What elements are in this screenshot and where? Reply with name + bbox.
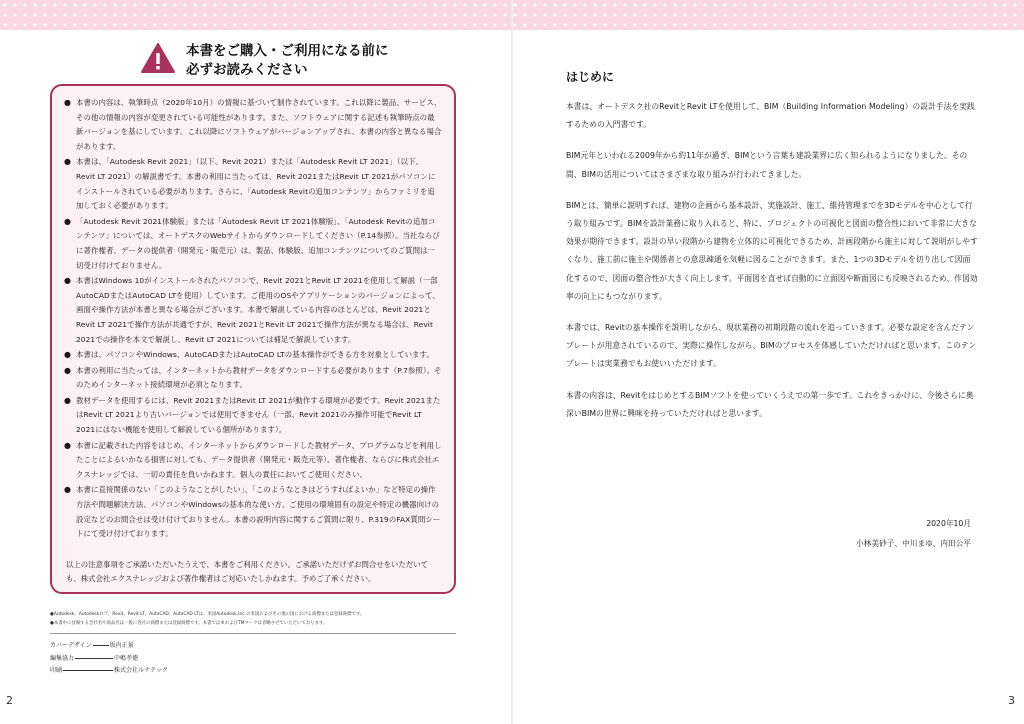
- credit-value: 坂内正景: [109, 642, 134, 649]
- credit-leader: [93, 640, 109, 646]
- page-fold: [511, 0, 513, 724]
- page-number-left: 2: [6, 694, 13, 707]
- closing-note: 以上の注意事項をご承諾いただいたうえで、本書をご利用ください。ご承諾いただけずお問合せをいただいても、株式会社エクスナレッジおよび著作権者はご対応いたしかねます。予めご了承ください。: [66, 559, 428, 584]
- warning-header: [140, 42, 389, 80]
- intro-paragraph: 本書では、Revitの基本操作を説明しながら、現状業務の初期段階の流れを追っていきます。必要な設定を含んだテンプレートが用意されているので、実際に操作しながら、BIMのプロセスを体感していただければと思います。このテンプレートは実業務でもお使いいただけます。: [566, 323, 977, 369]
- warning-title: [186, 42, 389, 80]
- divider: [50, 633, 456, 634]
- credit-label: 印刷: [50, 667, 63, 674]
- intro-paragraph: 本書は、オートデスク社のRevitとRevit LTを使用して、BIM（Building Information Modeling）の設計手法を実践するための入門書です。: [566, 102, 975, 130]
- notice-item: ● 本書はWindows 10がインストールされたパソコンで、Revit 2021とRevit LT 2021を使用して解説（一部AutoCADまたはAutoCAD LTを使用）しています。ご使用のOSやアプリケーションのバージョンによって、画面や操作方法が本書と異なる場合がございます。本書で解説している内容のほとんどは、Revit 2021とRevit LT 2021で操作方法が共通ですが、Revit 2021とRevit LT 2021で操作方法が異なる場合は、Revit 2021での操作を本文で解説し、Revit LT 2021については補足で解説しています。: [64, 274, 442, 347]
- intro-paragraph: BIM元年といわれる2009年から約11年が過ぎ、BIMという言葉も建設業界に広く知られるようになりました。その間、BIMの活用についてはさまざまな取り組みが行われてきました。: [566, 151, 968, 179]
- credit-row: [50, 665, 168, 678]
- notice-item: ● 本書に記載された内容をはじめ、インターネットからダウンロードした教材データ、プログラムなどを利用したことによるいかなる損害に対しても、データ提供者（開発元・販売元等）、著作権者、ならびに株式会社エクスナレッジでは、一切の責任を負いかねます。個人の責任においてご使用ください。: [64, 439, 442, 483]
- notice-item: ● 「Autodesk Revit 2021体験版」または「Autodesk Revit LT 2021体験版」、「Autodesk Revitの追加コンテンツ」については、オートデスクのWebサイトからダウンロードしてください（P.14参照）。当社ならびに著作権者、データの提供者（開発元・販売元）は、製品、体験版、追加コンテンツについてのご質問は一切受け付けておりません。: [64, 215, 442, 273]
- credit-leader: [75, 653, 113, 659]
- warning-title-line2: 必ずお読みください: [186, 62, 308, 78]
- intro-paragraph: BIMとは、簡単に説明すれば、建物の企画から基本設計、実施設計、施工、維持管理までを3Dモデルを中心として行う取り組みです。BIMを設計業務に取り入れると、特に、プロジェクトの可視化と図面の整合性において非常に大きな効果が期待できます。設計の早い段階から建物を立体的に可視化できるため、計画段階から施主に対して説明がしやすくなり、施工前に施主や関係者との意思疎通を気軽に図ることができます。また、1つの3Dモデルを切り出して図面化するので、図面の整合性が大きく向上します。平面図を直せば自動的に立面図や断面図にも反映されるため、作図効率の向上にもつながります。: [566, 200, 978, 301]
- credit-row: [50, 640, 168, 653]
- trademark-footnote: ●Autodesk、Autodeskロゴ、Revit、Revit LT、AutoCAD、AutoCAD LTは、米国Autodesk,Inc.の米国およびその他の国における商標または登録商標です。: [50, 612, 365, 617]
- notice-item: ● 教材データを使用するには、Revit 2021またはRevit LT 2021が動作する環境が必要です。Revit 2021またはRevit LT 2021より古いバージョンでは使用できません（一部、Revit 2021のみ操作可能でRevit LT 2021にはない機能を使用して解説している個所があります）。: [64, 394, 442, 438]
- credit-value: 中嶋孝徳: [114, 654, 139, 662]
- notice-list: [64, 96, 442, 542]
- notice-box: [50, 84, 456, 594]
- credit-label: 編集協力: [50, 654, 75, 662]
- credit-leader: [63, 665, 113, 671]
- notice-item: ● 本書の利用に当たっては、インターネットから教材データをダウンロードする必要があります（P.7参照）。そのためインターネット接続環境が必須となります。: [64, 364, 442, 393]
- notice-item: ● 本書に直接関係のない「このようなことがしたい」、「このようなときはどうすればよいか」など特定の操作方法や問題解決方法、パソコンやWindowsの基本的な使い方、ご使用の環境固有の設定や特定の機器向けの設定などのお問合せは受け付けておりません。本書の説明内容に関するご質問に限り、P.319のFAX質問シートにて受け付けております。: [64, 483, 442, 541]
- credit-label: カバーデザイン: [50, 642, 92, 649]
- warning-title-line1: 本書をご購入・ご利用になる前に: [186, 43, 389, 59]
- notice-item: ● 本書は、「Autodesk Revit 2021」（以下、Revit 2021）または「Autodesk Revit LT 2021」（以下、Revit LT 2021）の解説書です。本書の利用に当たっては、Revit 2021またはRevit LT 2021がパソコンにインストールされている必要があります。さらに、「Autodesk Revitの追加コンテンツ」からファミリを追加しておく必要があります。: [64, 155, 442, 213]
- intro-body: [566, 98, 978, 436]
- intro-date: 2020年10月: [926, 519, 971, 528]
- intro-paragraph: 本書の内容は、RevitをはじめとするBIMソフトを使っていくうえでの第一歩です。これをきっかけに、今後さらに奥深いBIMの世界に興味を持っていただければと思います。: [566, 390, 974, 418]
- credit-value: 株式会社ルナテック: [114, 667, 169, 674]
- intro-authors: 小林美砂子、中川まゆ、内田公平: [855, 539, 971, 548]
- notice-item: ● 本書は、パソコンやWindows、AutoCADまたはAutoCAD LTの基本操作ができる方を対象としています。: [64, 348, 442, 363]
- trademark-footnote: ●本書中に登場する会社名や商品名は一般に各社の商標または登録商標です。本書では®およびTMマークは省略させていただいております。: [50, 621, 328, 626]
- credit-row: [50, 653, 168, 666]
- page-number-right: 3: [1008, 694, 1015, 707]
- warning-icon: [140, 42, 176, 74]
- notice-item: ● 本書の内容は、執筆時点（2020年10月）の情報に基づいて制作されています。これ以降に製品、サービス、その他の情報の内容が変更されている可能性があります。また、ソフトウェアに関する記述も執筆時点の最新バージョンを基にしています。これ以降にソフトウェアがバージョンアップされ、本書の内容と異なる場合があります。: [64, 96, 442, 154]
- intro-title: はじめに: [566, 70, 615, 84]
- credits: [50, 640, 168, 678]
